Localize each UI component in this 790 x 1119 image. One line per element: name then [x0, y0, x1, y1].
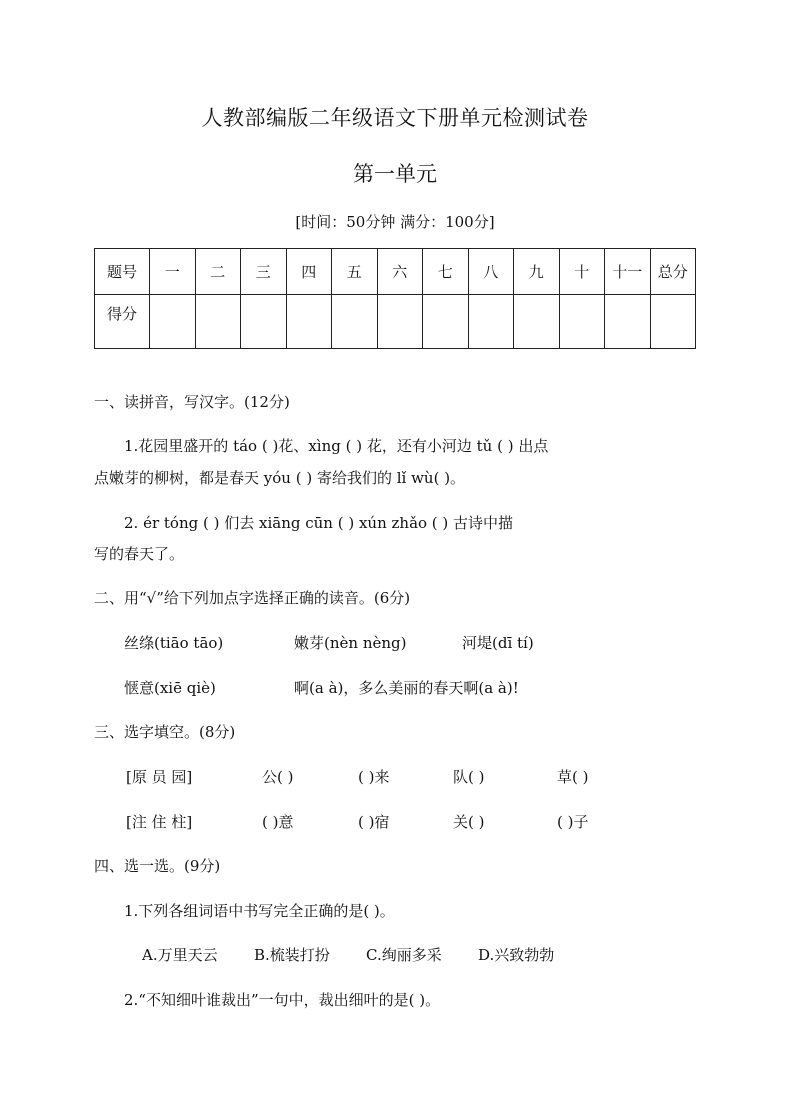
question-4-1: 1.下列各组词语中书写完全正确的是( )。 [124, 902, 395, 920]
table-cell: 六 [377, 249, 423, 295]
score-row-label: 得分 [95, 295, 150, 349]
fill-blank-item: ( )意 [262, 813, 294, 831]
exam-title: 人教部编版二年级语文下册单元检测试卷 [201, 106, 589, 130]
table-cell: 题号 [95, 249, 150, 295]
table-cell: 二 [195, 249, 241, 295]
table-cell: 八 [468, 249, 514, 295]
table-cell: 七 [423, 249, 469, 295]
unit-title: 第一单元 [353, 162, 437, 186]
question-4-2: 2.“不知细叶谁裁出”一句中，裁出细叶的是( )。 [124, 991, 441, 1009]
table-cell: 十一 [605, 249, 651, 295]
section-3-heading: 三、选字填空。(8分) [94, 723, 236, 741]
score-table-header-row [95, 249, 696, 295]
fill-blank-item: ( )来 [358, 768, 390, 786]
fill-blank-item: ( )子 [557, 813, 589, 831]
table-cell: 四 [286, 249, 332, 295]
option-d: D.兴致勃勃 [478, 946, 555, 964]
score-table [94, 248, 696, 349]
fill-blank-item: 关( ) [453, 813, 485, 831]
section-2-heading: 二、用“√”给下列加点字选择正确的读音。(6分) [94, 589, 411, 607]
fill-blank-item: 公( ) [262, 768, 294, 786]
question-1-2-line-2: 写的春天了。 [94, 545, 185, 563]
option-c: C.绚丽多采 [366, 946, 442, 964]
fill-blank-item: ( )宿 [358, 813, 390, 831]
score-cell[interactable] [423, 295, 469, 349]
pinyin-choice-item: 丝绦(tiāo tāo) [124, 634, 224, 652]
score-table-score-row [95, 295, 696, 349]
score-cell[interactable] [468, 295, 514, 349]
score-cell[interactable] [195, 295, 241, 349]
score-cell[interactable] [514, 295, 560, 349]
option-b: B.梳装打扮 [254, 946, 330, 964]
table-cell: 总分 [650, 249, 696, 295]
pinyin-choice-item: 惬意(xiē qiè) [124, 679, 216, 697]
table-cell: 九 [514, 249, 560, 295]
question-1-2-line-1: 2. ér tóng ( ) 们去 xiāng cūn ( ) xún zhǎo ( ) 古诗中描 [124, 514, 514, 532]
pinyin-choice-item: 啊(a à)，多么美丽的春天啊(a à)! [294, 679, 519, 697]
table-cell: 三 [241, 249, 287, 295]
question-1-1-line-1: 1.花园里盛开的 táo ( )花、xìng ( ) 花，还有小河边 tǔ ( ) 出点 [124, 437, 549, 455]
option-a: A.万里天云 [142, 946, 218, 964]
section-4-heading: 四、选一选。(9分) [94, 857, 221, 875]
score-cell[interactable] [150, 295, 196, 349]
score-cell[interactable] [377, 295, 423, 349]
score-cell[interactable] [559, 295, 605, 349]
char-choices-row-2: [注 住 柱] [126, 813, 193, 831]
score-cell[interactable] [650, 295, 696, 349]
score-cell[interactable] [241, 295, 287, 349]
pinyin-choice-item: 嫩芽(nèn nèng) [294, 634, 407, 652]
char-choices-row-1: [原 员 园] [126, 768, 193, 786]
question-1-1-line-2: 点嫩芽的柳树，都是春天 yóu ( ) 寄给我们的 lǐ wù( )。 [94, 469, 466, 487]
table-cell: 一 [150, 249, 196, 295]
score-cell[interactable] [605, 295, 651, 349]
table-cell: 五 [332, 249, 378, 295]
section-1-heading: 一、读拼音，写汉字。(12分) [94, 393, 290, 411]
pinyin-choice-item: 河堤(dī tí) [462, 634, 534, 652]
time-and-score-info: [时间：50分钟 满分：100分] [295, 213, 495, 231]
score-cell[interactable] [332, 295, 378, 349]
fill-blank-item: 队( ) [453, 768, 485, 786]
score-cell[interactable] [286, 295, 332, 349]
fill-blank-item: 草( ) [557, 768, 589, 786]
table-cell: 十 [559, 249, 605, 295]
